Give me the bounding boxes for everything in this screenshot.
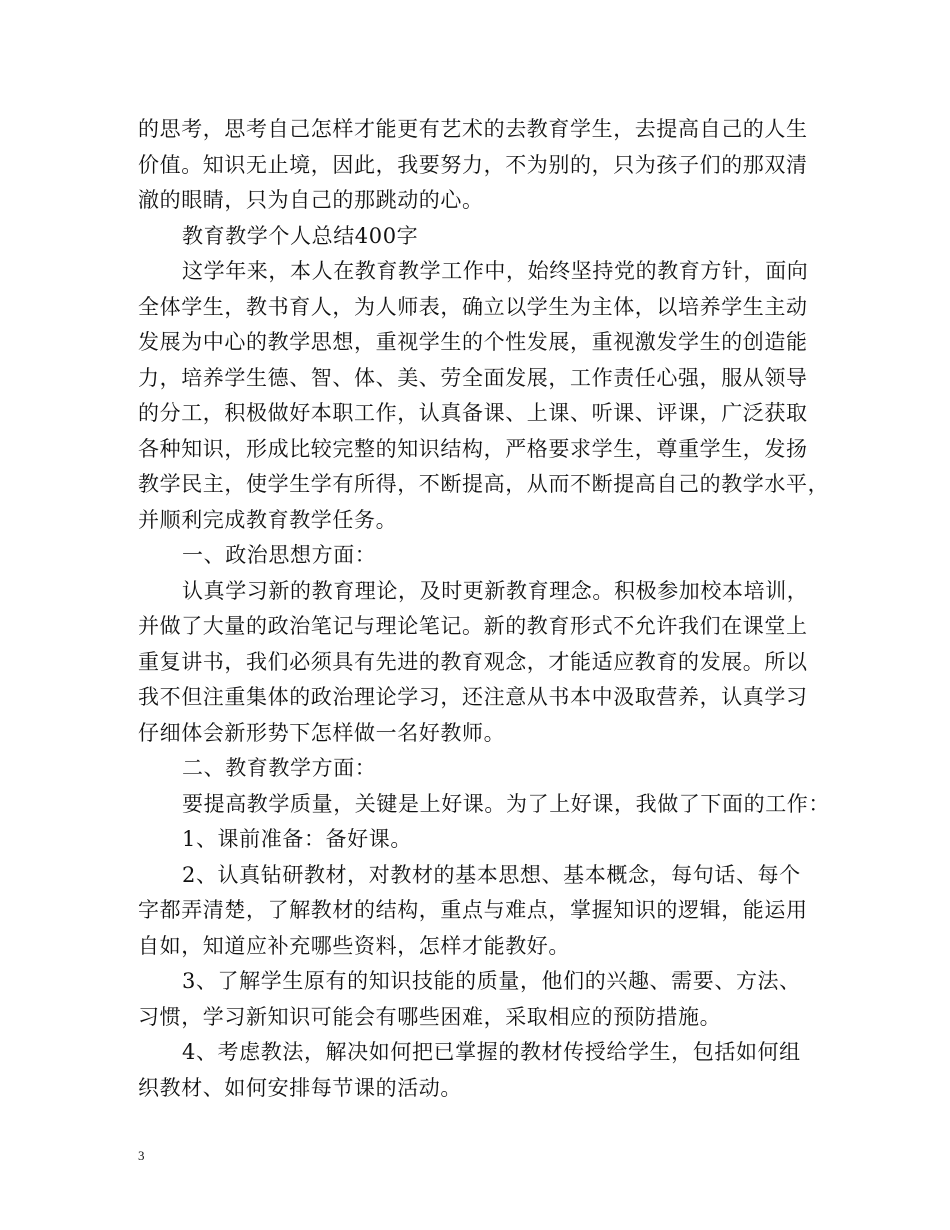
text-line: 发展为中心的教学思想，重视学生的个性发展，重视激发学生的创造能 <box>138 330 808 354</box>
text-line: 4、考虑教法，解决如何把已掌握的教材传授给学生，包括如何组 <box>182 1040 801 1064</box>
text-line: 各种知识，形成比较完整的知识结构，严格要求学生，尊重学生，发扬 <box>138 436 808 461</box>
text-line: 力，培养学生德、智、体、美、劳全面发展，工作责任心强，服从领导 <box>138 365 808 390</box>
text-line: 价值。知识无止境，因此，我要努力，不为别的，只为孩子们的那双清 <box>138 152 808 177</box>
text-line: 仔细体会新形势下怎样做一名好教师。 <box>138 720 506 745</box>
text-line: 教育教学个人总结400字 <box>182 223 419 248</box>
text-line: 这学年来，本人在教育教学工作中，始终坚持党的教育方针，面向 <box>182 259 809 283</box>
text-line: 教学民主，使学生学有所得，不断提高，从而不断提高自己的教学水平， <box>138 472 830 496</box>
text-line: 习惯，学习新知识可能会有哪些困难，采取相应的预防措施。 <box>138 1004 722 1029</box>
text-line: 并顺利完成教育教学任务。 <box>138 507 398 532</box>
text-line: 我不但注重集体的政治理论学习，还注意从书本中汲取营养，认真学习 <box>138 685 808 709</box>
text-line: 2、认真钻研教材，对教材的基本思想、基本概念，每句话、每个 <box>182 862 801 887</box>
text-line: 二、教育教学方面： <box>182 756 377 780</box>
text-line: 认真学习新的教育理论，及时更新教育理念。积极参加校本培训， <box>182 578 809 603</box>
document-body <box>138 112 828 1106</box>
text-line: 重复讲书，我们必须具有先进的教育观念，才能适应教育的发展。所以 <box>138 649 808 674</box>
text-line: 一、政治思想方面： <box>182 543 377 567</box>
text-line: 1、课前准备：备好课。 <box>182 827 412 851</box>
text-line: 澈的眼睛，只为自己的那跳动的心。 <box>138 188 484 212</box>
text-line: 要提高教学质量，关键是上好课。为了上好课，我做了下面的工作： <box>182 791 830 816</box>
text-line: 自如，知道应补充哪些资料，怎样才能教好。 <box>138 933 570 958</box>
text-line: 全体学生，教书育人，为人师表，确立以学生为主体，以培养学生主动 <box>138 294 808 319</box>
text-line: 的思考，思考自己怎样才能更有艺术的去教育学生，去提高自己的人生 <box>138 117 808 141</box>
text-line: 字都弄清楚，了解教材的结构，重点与难点，掌握知识的逻辑，能运用 <box>138 898 808 922</box>
text-line: 并做了大量的政治笔记与理论笔记。新的教育形式不允许我们在课堂上 <box>138 614 808 638</box>
page-number: 3 <box>138 1148 145 1163</box>
text-line: 的分工，积极做好本职工作，认真备课、上课、听课、评课，广泛获取 <box>138 401 808 425</box>
text-line: 织教材、如何安排每节课的活动。 <box>138 1075 462 1100</box>
text-line: 3、了解学生原有的知识技能的质量，他们的兴趣、需要、方法、 <box>182 969 801 993</box>
